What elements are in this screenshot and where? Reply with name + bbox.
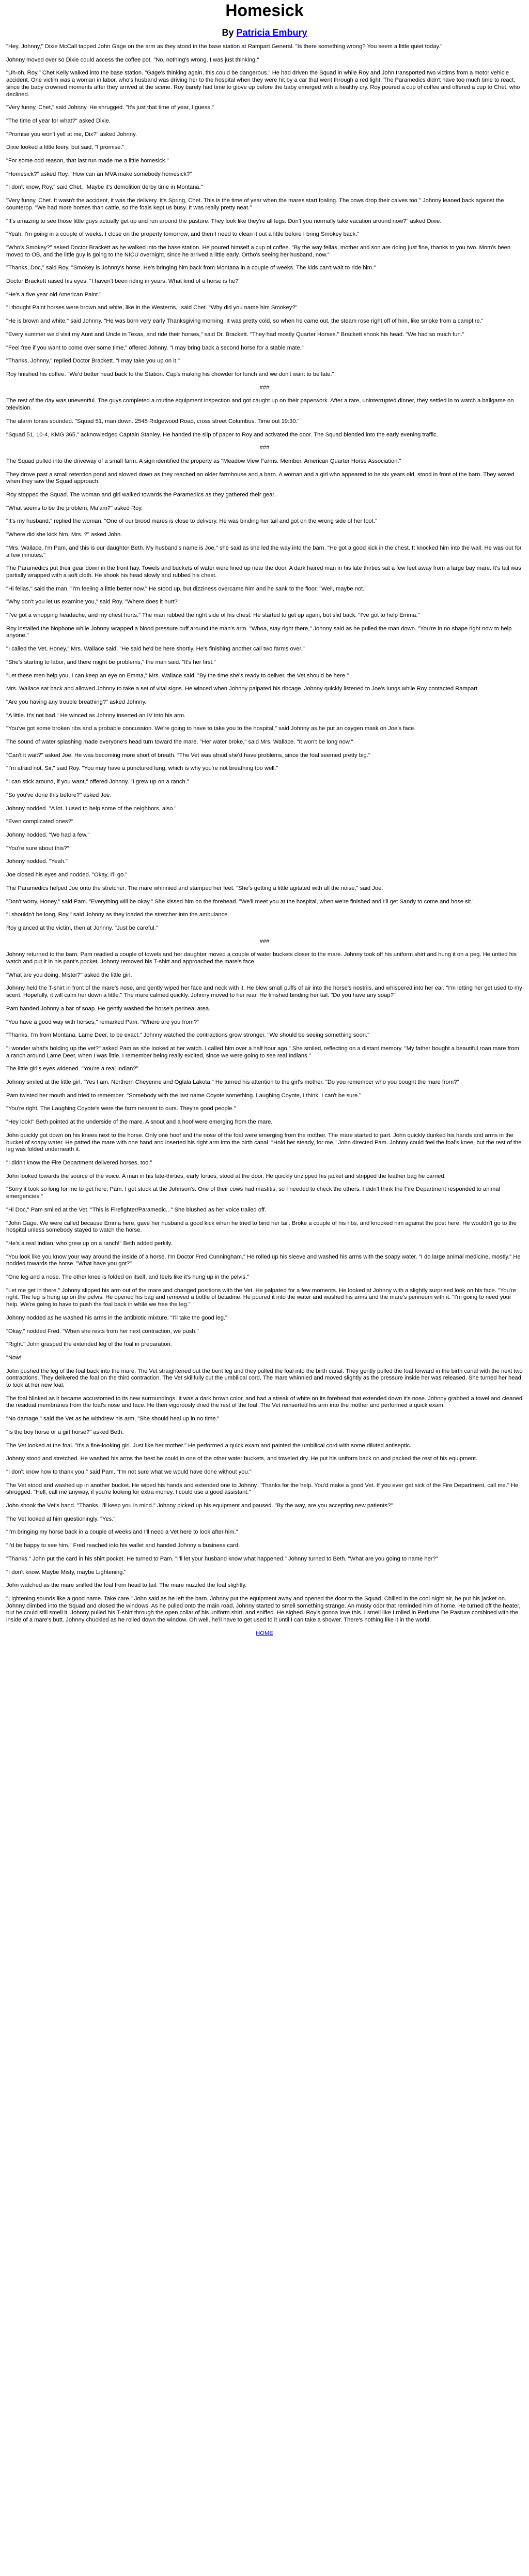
- story-paragraph: "Hey look!" Beth pointed at the underside of the mare. A snout and a hoof were emerging from the mare.: [6, 1119, 273, 1126]
- story-paragraph: "No damage," said the Vet as he withdrew his arm. "She should heal up in no time.": [6, 1416, 220, 1422]
- page: [6, 0, 523, 1643]
- story-paragraph: "Now!": [6, 1354, 24, 1361]
- story-paragraph: "A little. It's not bad." He winced as Johnny inserted an IV into his arm.: [6, 712, 186, 719]
- story-paragraph: "I've got a whopping headache, and my chest hurts." The man rubbed the right side of his chest. He started to get up again, but slid back. "I've got to help Emma.": [6, 612, 420, 619]
- story-paragraph: "Let these men help you, I can keep an eye on Emma," Mrs. Wallace said. "By the time she's ready to deliver, the Vet should be here.": [6, 672, 349, 679]
- story-paragraph: "Every summer we'd visit my Aunt and Uncle in Texas, and ride their horses," said Dr. Brackett. "They had mostly Quarter Horses." Brackett shook his head. "We had so much fun.": [6, 331, 464, 338]
- story-paragraph: The alarm tones sounded. "Squad 51, man down. 2545 Ridgewood Road, cross street Columbus. Time out 19:30.": [6, 418, 300, 425]
- story-paragraph: "Don't worry, Honey," said Pam. "Everything will be okay." She kissed him on the forehead. "We'll meet you at the hospital, when we're finished and I'll get Sandy to come and hose sit.": [6, 898, 475, 905]
- section-separator: ###: [259, 938, 270, 945]
- story-paragraph: "Are you having any trouble breathing?" asked Johnny.: [6, 699, 147, 705]
- story-body: [6, 43, 523, 1624]
- story-paragraph: Doctor Brackett raised his eyes. "I haven't been riding in years. What kind of a horse is he?": [6, 278, 241, 285]
- story-paragraph: "Very funny, Chet," said Johnny. He shrugged. "It's just that time of year, I guess.": [6, 104, 214, 111]
- story-paragraph: "He is brown and white," said Johnny. "He was born very early Thanksgiving morning. It was pretty cold, so when he came out, the steam rose right off of him, like smoke from a campfire.": [6, 318, 484, 325]
- story-paragraph: "I can stick around, if you want," offered Johnny. "I grew up on a ranch.": [6, 779, 189, 785]
- story-paragraph: Johnny nodded. "A lot. I used to help some of the neighbors, also.": [6, 805, 177, 812]
- story-paragraph: "The time of year for what?" asked Dixie.: [6, 117, 111, 124]
- story-paragraph: The sound of water splashing made everyone's head turn toward the mare. "Her water broke," said Mrs. Wallace. "It won't be long now.": [6, 739, 353, 746]
- story-paragraph: "It's amazing to see those little guys actually get up and run around the pasture. They look like they're all legs. Don't you normally take vacation around now?" asked Dixie.: [6, 218, 442, 224]
- story-paragraph: "You're sure about this?": [6, 845, 69, 852]
- home-link-wrapper: [6, 1630, 523, 1638]
- story-paragraph: The Vet stood and washed up in another bucket. He wiped his hands and extended one to Johnny. "Thanks for the help. You'd make a good Vet. If you ever get sick of the Fire Department, call me." He shrugged. "Hell, call me anyway, if you're looking for extra money. I could use a good assistant.": [6, 1482, 519, 1496]
- story-paragraph: Roy finished his coffee. "We'd better head back to the Station. Cap's making his chowder for lunch and we don't want to be late.": [6, 371, 334, 377]
- story-paragraph: Johnny stood and stretched. He washed his arms the best he could in one of the other water buckets, and toweled dry. He put his uniform back on and packed the rest of his equipment.: [6, 1456, 478, 1462]
- story-paragraph: "Squad 51, 10-4, KMG 365," acknowledged Captain Stanley. He handed the slip of paper to Roy and activated the door. The Squad blended into the early evening traffic.: [6, 431, 438, 438]
- story-paragraph: "It's my husband," replied the woman. "One of our brood mares is close to delivery. He was binding her tail and got on the wrong side of her foot.": [6, 518, 378, 525]
- story-paragraph: "For some odd reason, that last run made me a little homesick.": [6, 158, 169, 164]
- story-paragraph: "Where did she kick him, Mrs. ?" asked John.: [6, 532, 122, 538]
- story-paragraph: "Sorry it took so long for me to get here, Pam. I got stuck at the Johnson's. One of their cows had mastitis, so I needed to check the others. I didn't think the Fire Department responded to animal emergencies.": [6, 1186, 500, 1200]
- story-paragraph: "Thanks, Johnny," replied Doctor Brackett. "I may take you up on it.": [6, 358, 180, 365]
- story-paragraph: "Is the boy horse or a girl horse?" asked Beth.: [6, 1429, 124, 1435]
- story-paragraph: Johnny returned to the barn. Pam readied a couple of towels and her daughter moved a couple of water buckets closer to the mare. Johnny took off his uniform shirt and hung it on a peg. He untied his watch and put it in his pant's pocket. Johnny removed his T-shirt and approached the mare's face.: [6, 951, 517, 965]
- story-paragraph: "Hi fellas," said the man. "I'm feeling a little better now." He stood up, but dizziness overcame him and he sank to the floor. "Well, maybe not.": [6, 585, 367, 592]
- story-paragraph: The Vet looked at him questioningly. "Yes.": [6, 1516, 116, 1522]
- story-paragraph: "You have a good way with horses," remarked Pam. "Where are you from?": [6, 1019, 199, 1025]
- story-paragraph: "Lightening sounds like a good name. Take care." John said as he left the barn. Johnny put the equipment away and opened the door to the Squad. Chilled in the cool night air, he put his jacket on. Johnny climbed into the Squad and closed the windows. As he pulled onto the main road, Johnny started to smell something strange. An musty odor that reminded him of home. He turned off the heater, but he could still smell it. Johnny pulled his T-shirt through the open collar of his uniform shirt, and sniffed. He sighed. Roy's gonna love this. I smell like I rolled in Perfume De Pasture combined with the inside of a mare's butt. Johnny chuckled as he rolled down the window. Oh well, he'll have to get used to it until I can take a shower. There's nothing like it in the world.: [6, 1596, 521, 1624]
- story-paragraph: "I shouldn't be long, Roy," said Johnny as they loaded the stretcher into the ambulance.: [6, 912, 229, 918]
- story-paragraph: John shook the Vet's hand. "Thanks. I'll keep you in mind." Johnny picked up his equipment and paused. "By the way, are you accepting new patients?": [6, 1503, 393, 1509]
- story-paragraph: "So you've done this before?" asked Joe.: [6, 792, 112, 798]
- story-paragraph: Johnny held the T-shirt in front of the mare's nose, and gently wiped her face and neck with it. He blew small puffs of air into the horse's nostrils, and whispered into her ear. "I'm letting her get used to my scent. Hopefully, it will calm her down a little." The mare calmed quickly. Johnny moved to her rear. He finished binding her tail. "Do you have any soap?": [6, 985, 522, 999]
- story-paragraph: The rest of the day was uneventful. The guys completed a routine equipment inspection and got caught up on their paperwork. After a rare, uninterrupted dinner, they settled in to watch a ballgame on television.: [6, 398, 514, 412]
- story-paragraph: "Who's Smokey?" asked Doctor Brackett as he walked into the base station. He poured himself a cup of coffee. "By the way fellas, mother and son are doing just fine, thanks to you two. Mom's been moved to OB, and the little guy is going to the NICU overnight, since he arrived a little early. Ortho's seeing her husband, now.": [6, 244, 511, 258]
- story-paragraph: "Hi Doc," Pam smiled at the Vet. "This is Firefighter/Paramedic..." She blushed as her voice trailed off.: [6, 1206, 267, 1213]
- story-paragraph: They drove past a small retention pond and slowed down as they reached an older farmhouse and a barn. A woman and a girl who appeared to be six years old, stood in front of the barn. They waved when they saw the Squad approach.: [6, 471, 515, 485]
- story-paragraph: The foal blinked as it became accustomed to its new surroundings. It was a dark brown color, and had a streak of white on its forehead that extended down it's nose. Johnny grabbed a towel and cleaned the residual membranes from the foal's nose and face. He then vigorously dried the rest of the foal. The Vet reinserted his arm into the mother and performed a quick exam.: [6, 1395, 523, 1409]
- story-paragraph: "Let me get in there." Johnny slipped his arm out of the mare and changed positions with the Vet. He palpated for a few moments. He looked at Johnny with a slightly surprised look on his face. "You're right. The leg is hung up on the pelvis. He opened his bag and removed a bottle of betadine. He poured it into the water and washed his arms and the mare's perineum with it. "I'm going to need your help. We're going to have to push the foal back in while we free the leg.": [6, 1287, 516, 1308]
- byline-prefix: By: [222, 27, 234, 38]
- story-paragraph: "Even complicated ones?": [6, 819, 73, 825]
- story-paragraph: "I don't know how to thank you," said Pam. "I'm not sure what we would have done without you.": [6, 1468, 252, 1475]
- story-paragraph: Johnny moved over so Dixie could access the coffee pot. "No, nothing's wrong. I was just thinking.": [6, 56, 259, 63]
- story-paragraph: "I'm bringing my horse back in a couple of weeks and I'll need a Vet here to look after him.": [6, 1529, 238, 1536]
- story-paragraph: "I'd be happy to see him." Fred reached into his wallet and handed Johnny a business card.: [6, 1542, 240, 1549]
- byline: [6, 27, 523, 38]
- story-paragraph: "I thought Paint horses were brown and white, like in the Westerns," said Chet. "Why did you name him Smokey?": [6, 305, 298, 311]
- story-paragraph: "I don't know. Maybe Misty, maybe Lightening.": [6, 1569, 127, 1575]
- story-paragraph: Johnny nodded. "We had a few.": [6, 832, 90, 838]
- story-paragraph: "You're right, The Laughing Coyote's were the farm nearest to ours. They're good people.": [6, 1105, 236, 1112]
- story-paragraph: "Very funny, Chet. It wasn't the accident, it was the delivery. It's Spring, Chet. This is the time of year when the mares start foaling. The cows drop their calves too." Johnny leaned back against the counterop. "We had more horses than cattle, so the foals kept us busy. It was really pretty neat.": [6, 198, 504, 211]
- story-paragraph: Mrs. Wallace sat back and allowed Johnny to take a set of vital signs. He winced when Johnny palpated his ribcage. Johnny quickly listened to Joe's lungs while Roy contacted Rampart.: [6, 686, 479, 692]
- story-paragraph: Roy installed the biophone while Johnny wrapped a blood pressure cuff around the man's arm. "Whoa, stay right there," Johnny said as he pulled the man down. "You're in no shape right now to help anyone.": [6, 625, 512, 639]
- story-paragraph: "I'm afraid not, Sir," said Roy. "You may have a punctured lung, which is why you're not breathing too well.": [6, 765, 278, 772]
- story-paragraph: "Thanks. I'm from Montana. Lame Deer, to be exact." Johnny watched the contractions grow stronger. "We should be seeing something soon.": [6, 1032, 370, 1039]
- story-paragraph: "I didn't know the Fire Department delivered horses, too.": [6, 1159, 152, 1166]
- story-paragraph: "Right." John grasped the extended leg of the foal in preparation.: [6, 1341, 172, 1348]
- story-paragraph: "Why don't you let us examine you," said Roy. "Where does it hurt?": [6, 599, 180, 605]
- story-paragraph: "You've got some broken ribs and a probable concussion. We're going to have to take you to the hospital," said Johnny as he put an oxygen mask on Joe's face.: [6, 725, 416, 732]
- story-paragraph: "Homesick?" asked Roy. "How can an MVA make somebody homesick?": [6, 171, 192, 177]
- story-paragraph: John looked towards the source of the voice. A man in his late-thirties, early forties, stood at the door. He quickly unzipped his jacket and stripped the leather bag he carried.: [6, 1173, 446, 1179]
- story-paragraph: "Mrs. Wallace. I'm Pam, and this is our daughter Beth. My husband's name is Joe," she said as she led the way into the barn. "He got a good kick in the chest. It knocked him into the wall. He was out for a few minutes.": [6, 544, 522, 558]
- story-paragraph: "Okay," nodded Fred. "When she rests from her next contraction, we push.": [6, 1328, 199, 1335]
- story-paragraph: John quickly got down on his knees next to the horse. Only one hoof and the nose of the foal were emerging from the mother. The mare started to part. John quickly dunked his hands and arms in the bucket of soapy water. He patted the mare with one hand and inserted his right arm into the birth canal. "Hold her steady, for me," John directed Pam. Johnny could feel the foal's knee, but the rest of the leg was folded underneath it.: [6, 1132, 522, 1153]
- story-paragraph: Johnny nodded as he washed his arms in the antibiotic mixture. "I'll take the good leg.": [6, 1314, 227, 1321]
- story-paragraph: "Feel free if you want to come over some time," offered Johnny. "I may bring back a second horse for a stable mate.": [6, 344, 304, 351]
- story-paragraph: "Can't it wait?" asked Joe. He was becoming more short of breath. "The Vet was afraid she'd have problems, since the foal seemed pretty big.": [6, 752, 370, 759]
- home-link[interactable]: HOME: [256, 1630, 273, 1636]
- story-paragraph: "One leg and a nose. The other knee is folded on itself, and feels like it's hung up in the pelvis.": [6, 1274, 250, 1281]
- story-paragraph: Roy glanced at the victim, then at Johnny. "Just be careful.": [6, 925, 158, 931]
- story-paragraph: "What seems to be the problem, Ma'am?" asked Roy.: [6, 505, 143, 511]
- story-paragraph: "Yeah. I'm going in a couple of weeks. I close on the property tomorrow, and then I need to clean it out a little before I bring Smokey back.": [6, 231, 360, 238]
- author-link[interactable]: Patricia Embury: [236, 27, 307, 38]
- story-paragraph: "Uh-oh, Roy," Chet Kelly walked into the base station. "Gage's thinking again, this could be dangerous." He had driven the Squad in while Roy and John transported two victims from a motor vehicle accident. One victim was a woman in labor, who's husband was driving her to the hospital when they were hit by a car that went through a red light. The Paramedics didn't have too much time to react, since the baby crowned moments after they arrived at the scene. Roy barely had time to glove up before the baby emerged with a healthy cry. Roy poured a cup of coffee and offered a cup to Chet, who declined.: [6, 70, 520, 98]
- story-paragraph: The Paramedics put their gear down in the front hay. Towels and buckets of water were lined up near the door. A dark haired man in his late thirties sat a few feet away from a large bay mare. It's tail was partially wrapped with a soft cloth. He shook his head slowly and rubbed his chest.: [6, 565, 521, 579]
- story-paragraph: John pushed the leg of the foal back into the mare. The Vet straightened out the bent leg and they pulled the foal into the birth canal. They gently pulled the foal forward in the birth canal with the next two contractions. They delivered the foal on the third contraction. The Vet skillfully cut the umbilical cord. The mare whinnied and moved slightly as the pressure inside her was released. She turned her head to look at her new foal.: [6, 1368, 523, 1389]
- story-paragraph: "What are you doing, Mister?" asked the little girl.: [6, 972, 132, 978]
- story-paragraph: "She's starting to labor, and there might be problems," the man said. "It's her first.": [6, 659, 216, 665]
- story-paragraph: The Squad pulled into the driveway of a small farm. A sign identified the property as "Meadow View Farms. Member, American Quarter Horse Association.": [6, 458, 401, 464]
- story-title: Homesick: [225, 1, 304, 20]
- section-separator: ###: [259, 384, 270, 391]
- story-paragraph: "Thanks." John put the card in his shirt pocket. He turned to Pam. "I'll let your husband know what happened." Johnny turned to Beth. "What are you going to name her?": [6, 1555, 438, 1562]
- story-paragraph: "He's a real Indian, who grew up on a ranch!" Beth added perkily.: [6, 1240, 173, 1247]
- section-separator: ###: [259, 445, 270, 451]
- story-paragraph: "Promise you won't yell at me, Dix?" asked Johnny.: [6, 131, 137, 138]
- story-paragraph: John watched as the mare sniffed the foal from head to tail. The mare nuzzled the foal slightly.: [6, 1582, 247, 1589]
- story-paragraph: "Thanks, Doc," said Roy. "Smokey is Johnny's horse. He's bringing him back from Montana in a couple of weeks. The kids can't wait to ride him.": [6, 265, 376, 271]
- story-paragraph: "John Gage. We were called because Emma here, gave her husband a good kick when he tried to bind her tail. Broke a couple of his ribs, and knocked him against the post here. He wouldn't go to the hospital unless somebody stayed to watch the horse.: [6, 1220, 517, 1234]
- story-paragraph: The Paramedics helped Joe onto the stretcher. The mare whinnied and stamped her feet. "She's getting a little agitated with all the noise," said Joe.: [6, 885, 383, 891]
- story-paragraph: Joe closed his eyes and nodded. "Okay, I'll go.": [6, 872, 128, 878]
- story-paragraph: Pam twisted her mouth and tried to remember. "Somebody with the last name Coyote something. Laughing Coyote, I think. I can't be sure.": [6, 1092, 362, 1099]
- story-paragraph: "I called the Vet, Honey," Mrs. Wallace said. "He said he'd be here shortly. He's finishing another call two farms over.": [6, 646, 305, 653]
- story-paragraph: Johnny smiled at the little girl. "Yes I am. Northern Cheyenne and Oglala Lakota." He turned his attention to the girl's mother. "Do you remember who you bought the mare from?": [6, 1079, 459, 1086]
- story-paragraph: The little girl's eyes widened. "You're a real Indian?": [6, 1066, 138, 1072]
- story-paragraph: "You look like you know your way around the inside of a horse. I'm Doctor Fred Cunningham." He rolled up his sleeve and washed his arms with the soapy water. "I do large animal medicine, mostly." He nodded towards the horse. "What have you got?": [6, 1253, 521, 1267]
- story-paragraph: "I wonder what's holding up the vet?" asked Pam as she looked at her watch. I called him over a half hour ago." She smiled, reflecting on a distant memory. "My father bought a beautiful roan mare from a ranch around Lame Deer, when I was little. I remember being really excited, since we were going to see real Indians.": [6, 1045, 519, 1059]
- story-paragraph: Pam handed Johnny a bar of soap. He gently washed the horse's perineal area.: [6, 1005, 211, 1012]
- story-paragraph: Roy stopped the Squad. The woman and girl walked towards the Paramedics as they gathered their gear.: [6, 492, 276, 498]
- story-paragraph: "He's a five year old American Paint.": [6, 291, 102, 298]
- story-paragraph: The Vet looked at the foal. "It's a fine-looking girl. Just like her mother." He performed a quick exam and painted the umbilical cord with some diluted antiseptic.: [6, 1442, 412, 1449]
- story-paragraph: "Hey, Johnny," Dixie McCall tapped John Gage on the arm as they stood in the base station at Rampart General. "Is there something wrong? You seem a little quiet today.": [6, 43, 443, 50]
- story-paragraph: "I don't know, Roy," said Chet, "Maybe it's demolition derby time in Montana.": [6, 184, 203, 191]
- story-paragraph: Dixie looked a little leery, but said, "I promise.": [6, 144, 125, 151]
- story-paragraph: Johnny nodded. "Yeah.": [6, 858, 68, 865]
